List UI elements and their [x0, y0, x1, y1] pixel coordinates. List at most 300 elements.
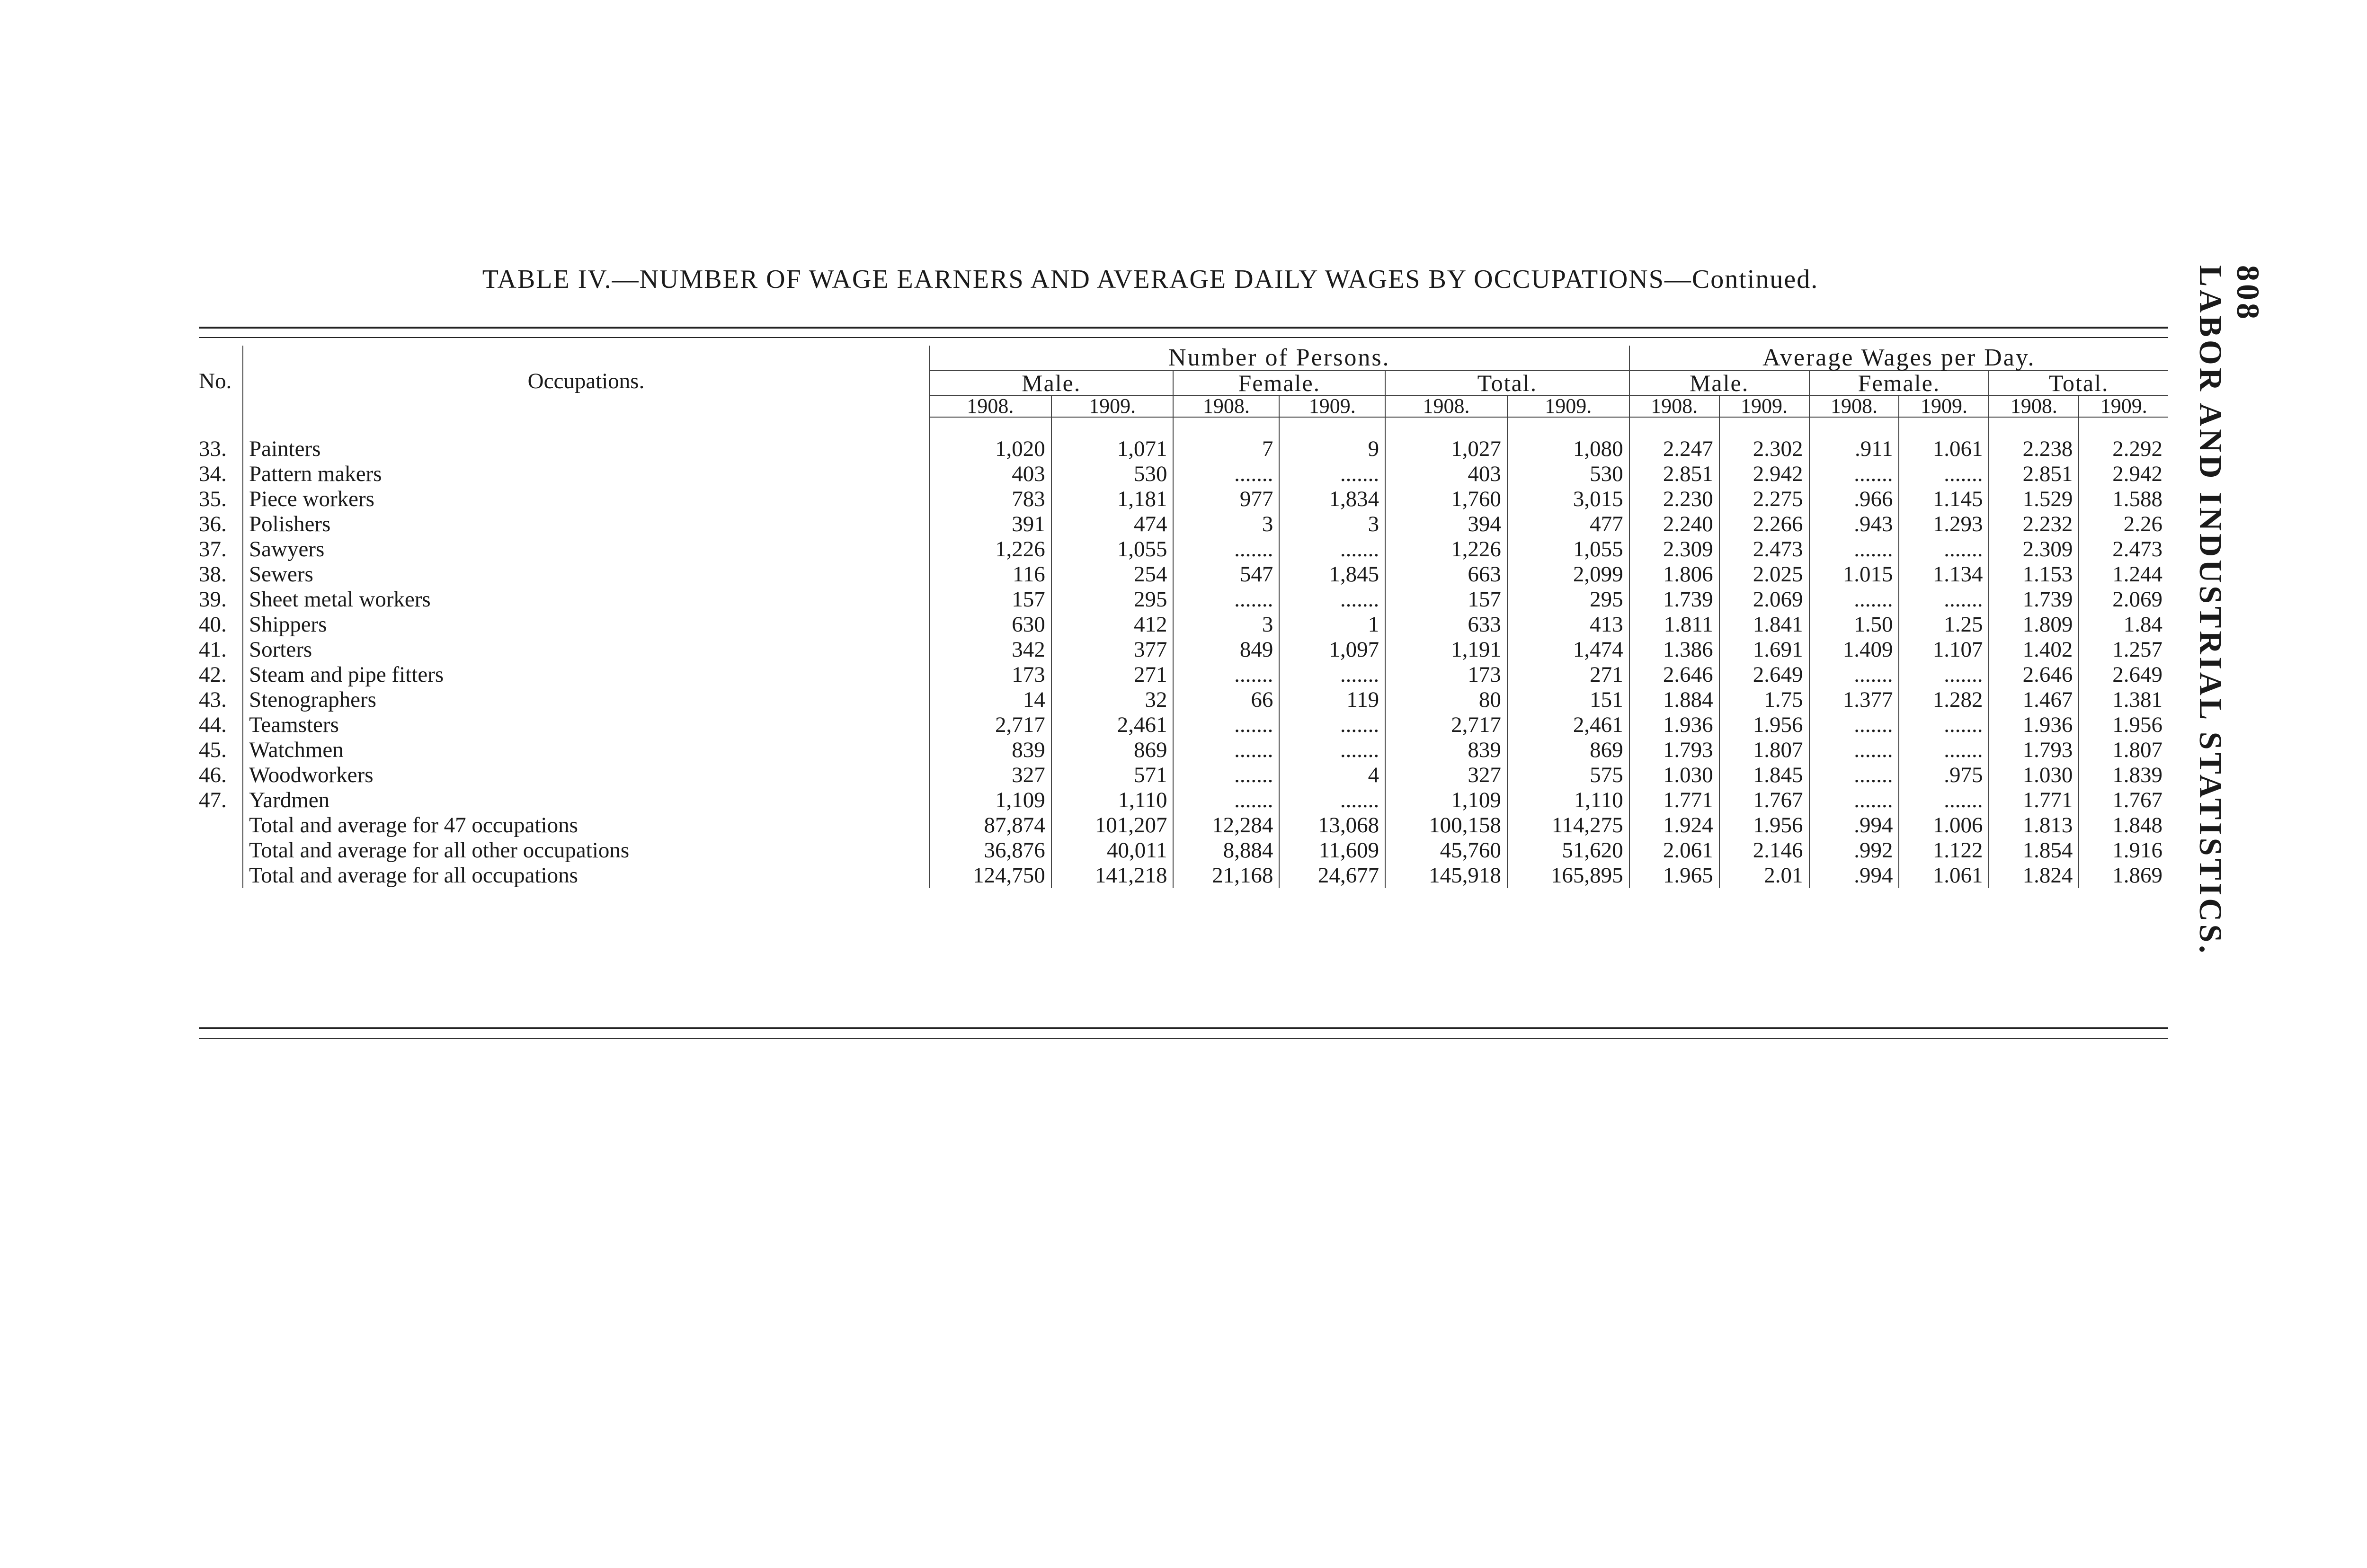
cell-aw-f08: ....... [1809, 713, 1899, 738]
row-number: 42. [189, 662, 243, 687]
cell-aw-m09: 1.956 [1719, 713, 1809, 738]
cell-np-t09: 151 [1507, 687, 1629, 713]
cell-aw-t09: 1.956 [2112, 713, 2162, 737]
cell-np-t09: 2,099 [1507, 562, 1629, 587]
cell-aw-m08: 1.924 [1629, 813, 1719, 838]
cell-np-t09: 530 [1507, 462, 1629, 487]
cell-np-f09: 13,068 [1279, 813, 1385, 838]
cell-np-m09: 295 [1051, 587, 1174, 612]
cell-aw-m08: 1.030 [1629, 763, 1719, 788]
table-row [189, 562, 2168, 587]
row-number: 34. [189, 462, 243, 487]
col-header-no: No. [189, 346, 243, 417]
cell-np-t08: 839 [1385, 738, 1507, 763]
occupation-name: Sawyers [243, 537, 929, 562]
cell-aw-m09: 1.807 [1719, 738, 1809, 763]
cell-np-t09: 413 [1507, 612, 1629, 637]
cell-np-t08: 1,191 [1385, 637, 1507, 662]
table-row [189, 587, 2168, 612]
cell-aw-m09: 1.767 [1719, 788, 1809, 813]
occupation-name: Teamsters [243, 713, 929, 738]
cell-np-f09: 24,677 [1279, 863, 1385, 888]
cell-np-f09: 11,609 [1279, 838, 1385, 863]
cell-np-f09: 1,097 [1279, 637, 1385, 662]
cell-aw-m09: 2.473 [1719, 537, 1809, 562]
cell-aw-t09: 1.244 [2112, 562, 2162, 587]
cell-np-f09: 1,834 [1279, 487, 1385, 512]
cell-np-m09: 2,461 [1051, 713, 1174, 738]
row-number: 44. [189, 713, 243, 738]
cell-np-f09: ....... [1279, 662, 1385, 687]
cell-aw-m09: 1.956 [1719, 813, 1809, 838]
cell-np-m08: 1,020 [929, 437, 1051, 462]
occupation-name: Sheet metal workers [243, 587, 929, 612]
cell-aw-t08: 1.467 [1989, 687, 2079, 713]
cell-np-t08: 327 [1385, 763, 1507, 788]
cell-np-f09: 3 [1279, 512, 1385, 537]
subheader-wages-male: Male. [1629, 371, 1809, 395]
cell-aw-t08: 1.030 [1989, 763, 2079, 788]
cell-aw-t09: 2.473 [2112, 537, 2162, 561]
cell-np-f09: 9 [1279, 437, 1385, 462]
cell-np-m09: 32 [1051, 687, 1174, 713]
cell-np-f09: ....... [1279, 462, 1385, 487]
cell-aw-f09: 1.107 [1899, 637, 1989, 662]
bottom-rule-inner [199, 1038, 2168, 1039]
cell-np-t09: 271 [1507, 662, 1629, 687]
occupation-name: Sorters [243, 637, 929, 662]
cell-np-f08: ....... [1173, 537, 1279, 562]
cell-aw-f09: ....... [1899, 587, 1989, 612]
cell-aw-m09: 2.649 [1719, 662, 1809, 687]
table-row [189, 487, 2168, 512]
cell-aw-m08: 1.739 [1629, 587, 1719, 612]
cell-np-m08: 403 [929, 462, 1051, 487]
cell-np-f09: ....... [1279, 537, 1385, 562]
cell-np-f08: ....... [1173, 763, 1279, 788]
table-row [189, 838, 2168, 863]
cell-np-f08: 3 [1173, 512, 1279, 537]
occupation-name: Yardmen [243, 788, 929, 813]
subheader-persons-female: Female. [1173, 371, 1385, 395]
table-row [189, 512, 2168, 537]
cell-np-m09: 530 [1051, 462, 1174, 487]
year-1908: 1908. [1629, 395, 1719, 417]
cell-np-t08: 1,027 [1385, 437, 1507, 462]
subheader-wages-female: Female. [1809, 371, 1989, 395]
cell-np-m08: 36,876 [929, 838, 1051, 863]
table-row [189, 863, 2168, 888]
cell-aw-t09: 2.069 [2112, 587, 2162, 612]
occupation-name: Steam and pipe fitters [243, 662, 929, 687]
cell-np-t09: 51,620 [1507, 838, 1629, 863]
cell-np-f08: ....... [1173, 738, 1279, 763]
cell-aw-f08: .994 [1809, 813, 1899, 838]
cell-aw-t08: 1.824 [1989, 863, 2079, 888]
cell-aw-t08: 2.309 [1989, 537, 2079, 562]
cell-aw-t09: 2.292 [2112, 437, 2162, 461]
cell-np-f08: ....... [1173, 662, 1279, 687]
cell-np-f09: 119 [1279, 687, 1385, 713]
year-1908: 1908. [1809, 395, 1899, 417]
cell-aw-m08: 1.884 [1629, 687, 1719, 713]
cell-np-t09: 869 [1507, 738, 1629, 763]
cell-aw-m08: 1.793 [1629, 738, 1719, 763]
cell-aw-m09: 2.266 [1719, 512, 1809, 537]
occupation-name: Piece workers [243, 487, 929, 512]
cell-aw-m08: 1.965 [1629, 863, 1719, 888]
cell-aw-f09: ....... [1899, 662, 1989, 687]
cell-np-t09: 477 [1507, 512, 1629, 537]
cell-np-m09: 869 [1051, 738, 1174, 763]
cell-np-m08: 783 [929, 487, 1051, 512]
cell-aw-t09: 1.916 [2112, 838, 2162, 863]
cell-aw-m08: 1.771 [1629, 788, 1719, 813]
cell-np-t08: 2,717 [1385, 713, 1507, 738]
cell-aw-t09: 1.869 [2112, 863, 2162, 888]
cell-np-m09: 571 [1051, 763, 1174, 788]
cell-np-t09: 295 [1507, 587, 1629, 612]
cell-aw-t09: 1.767 [2112, 788, 2162, 812]
table-row [189, 713, 2168, 738]
cell-aw-f08: .943 [1809, 512, 1899, 537]
cell-aw-m08: 1.936 [1629, 713, 1719, 738]
cell-np-m08: 342 [929, 637, 1051, 662]
cell-aw-m08: 2.240 [1629, 512, 1719, 537]
table-row [189, 537, 2168, 562]
cell-aw-f08: 1.409 [1809, 637, 1899, 662]
cell-aw-m08: 1.806 [1629, 562, 1719, 587]
cell-aw-t09: 1.807 [2112, 738, 2162, 762]
top-rule [199, 327, 2168, 329]
cell-aw-f08: 1.50 [1809, 612, 1899, 637]
cell-aw-f09: ....... [1899, 738, 1989, 763]
cell-np-m09: 254 [1051, 562, 1174, 587]
cell-aw-m08: 2.061 [1629, 838, 1719, 863]
cell-aw-t09: 2.26 [2123, 512, 2162, 536]
cell-np-m08: 391 [929, 512, 1051, 537]
cell-aw-f09: 1.25 [1899, 612, 1989, 637]
cell-np-m08: 2,717 [929, 713, 1051, 738]
cell-aw-t08: 1.402 [1989, 637, 2079, 662]
table-row [189, 437, 2168, 462]
cell-np-t09: 2,461 [1507, 713, 1629, 738]
cell-np-f08: ....... [1173, 788, 1279, 813]
cell-aw-f09: ....... [1899, 713, 1989, 738]
cell-np-f08: ....... [1173, 713, 1279, 738]
cell-aw-f09: ....... [1899, 537, 1989, 562]
cell-np-t08: 145,918 [1385, 863, 1507, 888]
side-header-text: LABOR AND INDUSTRIAL STATISTICS. [2193, 265, 2229, 956]
year-1909: 1909. [1051, 395, 1174, 417]
group-header-persons: Number of Persons. [929, 346, 1629, 371]
cell-np-m09: 141,218 [1051, 863, 1174, 888]
cell-np-f09: ....... [1279, 788, 1385, 813]
row-number: 43. [189, 687, 243, 713]
cell-np-f09: 1 [1279, 612, 1385, 637]
cell-aw-m08: 2.230 [1629, 487, 1719, 512]
cell-aw-t08: 1.854 [1989, 838, 2079, 863]
cell-aw-t08: 1.529 [1989, 487, 2079, 512]
row-number: 35. [189, 487, 243, 512]
cell-np-t08: 45,760 [1385, 838, 1507, 863]
cell-np-f08: 66 [1173, 687, 1279, 713]
cell-aw-m08: 1.811 [1629, 612, 1719, 637]
cell-np-t08: 1,760 [1385, 487, 1507, 512]
cell-aw-t09: 1.848 [2112, 813, 2162, 837]
cell-aw-m09: 2.942 [1719, 462, 1809, 487]
occupation-name: Watchmen [243, 738, 929, 763]
cell-np-t08: 157 [1385, 587, 1507, 612]
wage-table [189, 346, 2168, 888]
cell-aw-f08: 1.015 [1809, 562, 1899, 587]
cell-np-m09: 40,011 [1051, 838, 1174, 863]
table-row [189, 687, 2168, 713]
cell-aw-m09: 2.275 [1719, 487, 1809, 512]
row-number: 41. [189, 637, 243, 662]
cell-aw-t09: 1.588 [2112, 487, 2162, 511]
table-row [189, 612, 2168, 637]
cell-aw-f09: 1.006 [1899, 813, 1989, 838]
cell-np-m09: 101,207 [1051, 813, 1174, 838]
cell-aw-m09: 2.025 [1719, 562, 1809, 587]
cell-np-f09: ....... [1279, 713, 1385, 738]
cell-np-t09: 114,275 [1507, 813, 1629, 838]
cell-aw-t09: 1.381 [2112, 687, 2162, 712]
cell-np-f08: 8,884 [1173, 838, 1279, 863]
year-1909: 1909. [1899, 395, 1989, 417]
cell-np-t09: 165,895 [1507, 863, 1629, 888]
cell-np-t08: 100,158 [1385, 813, 1507, 838]
table-row [189, 662, 2168, 687]
cell-aw-t08: 1.809 [1989, 612, 2079, 637]
cell-np-t09: 1,080 [1507, 437, 1629, 462]
cell-aw-t09: 1.84 [2123, 612, 2162, 637]
cell-aw-f09: 1.134 [1899, 562, 1989, 587]
cell-aw-m08: 2.646 [1629, 662, 1719, 687]
cell-aw-m08: 2.851 [1629, 462, 1719, 487]
cell-np-f08: 21,168 [1173, 863, 1279, 888]
table-body [189, 437, 2168, 888]
year-1909: 1909. [1719, 395, 1809, 417]
cell-np-f08: ....... [1173, 462, 1279, 487]
cell-np-m08: 630 [929, 612, 1051, 637]
cell-np-t09: 1,055 [1507, 537, 1629, 562]
occupation-name: Total and average for all other occupations [243, 838, 929, 863]
subheader-persons-total: Total. [1385, 371, 1629, 395]
cell-np-m09: 271 [1051, 662, 1174, 687]
cell-np-t08: 394 [1385, 512, 1507, 537]
cell-aw-f09: 1.061 [1899, 863, 1989, 888]
cell-aw-m09: 2.069 [1719, 587, 1809, 612]
table-row [189, 637, 2168, 662]
year-1908: 1908. [1989, 395, 2079, 417]
cell-np-t09: 1,474 [1507, 637, 1629, 662]
cell-np-m09: 1,055 [1051, 537, 1174, 562]
table-row [189, 763, 2168, 788]
table-row [189, 813, 2168, 838]
row-number: 37. [189, 537, 243, 562]
cell-aw-f08: ....... [1809, 462, 1899, 487]
page-number: 808 [2230, 265, 2266, 322]
cell-aw-f08: 1.377 [1809, 687, 1899, 713]
cell-aw-t08: 2.238 [1989, 437, 2079, 462]
group-header-wages: Average Wages per Day. [1629, 346, 2168, 371]
occupation-name: Shippers [243, 612, 929, 637]
cell-np-m08: 124,750 [929, 863, 1051, 888]
cell-np-t08: 403 [1385, 462, 1507, 487]
running-header [2192, 265, 2267, 956]
cell-np-t09: 3,015 [1507, 487, 1629, 512]
row-number: 36. [189, 512, 243, 537]
cell-np-m09: 1,071 [1051, 437, 1174, 462]
cell-aw-t08: 1.153 [1989, 562, 2079, 587]
cell-aw-t09: 1.257 [2112, 637, 2162, 662]
cell-np-m08: 14 [929, 687, 1051, 713]
top-rule-inner [199, 337, 2168, 338]
cell-np-t09: 1,110 [1507, 788, 1629, 813]
cell-aw-m09: 1.845 [1719, 763, 1809, 788]
cell-aw-t08: 1.771 [1989, 788, 2079, 813]
cell-aw-m09: 1.841 [1719, 612, 1809, 637]
row-number: 45. [189, 738, 243, 763]
cell-np-m09: 412 [1051, 612, 1174, 637]
table-title: TABLE IV.—NUMBER OF WAGE EARNERS AND AVERAGE DAILY WAGES BY OCCUPATIONS—Continued. [482, 265, 1819, 294]
cell-np-f08: 547 [1173, 562, 1279, 587]
cell-np-t08: 633 [1385, 612, 1507, 637]
cell-np-t08: 1,226 [1385, 537, 1507, 562]
cell-aw-m09: 2.01 [1719, 863, 1809, 888]
cell-aw-t08: 1.793 [1989, 738, 2079, 763]
year-1908: 1908. [929, 395, 1051, 417]
year-1909: 1909. [1507, 395, 1629, 417]
occupation-name: Stenographers [243, 687, 929, 713]
cell-aw-t08: 1.813 [1989, 813, 2079, 838]
cell-aw-f08: .992 [1809, 838, 1899, 863]
cell-np-f09: ....... [1279, 587, 1385, 612]
cell-aw-t08: 1.936 [1989, 713, 2079, 738]
cell-aw-m09: 1.75 [1719, 687, 1809, 713]
cell-aw-t08: 1.739 [1989, 587, 2079, 612]
cell-np-m08: 327 [929, 763, 1051, 788]
row-number: 39. [189, 587, 243, 612]
cell-aw-f09: 1.122 [1899, 838, 1989, 863]
cell-aw-m09: 1.691 [1719, 637, 1809, 662]
occupation-name: Pattern makers [243, 462, 929, 487]
col-header-occupations: Occupations. [243, 346, 929, 417]
cell-np-m08: 1,226 [929, 537, 1051, 562]
cell-np-m08: 839 [929, 738, 1051, 763]
row-number [189, 838, 243, 863]
cell-aw-m08: 1.386 [1629, 637, 1719, 662]
cell-np-m08: 157 [929, 587, 1051, 612]
cell-aw-m09: 2.302 [1719, 437, 1809, 462]
cell-aw-t09: 2.649 [2112, 662, 2162, 687]
cell-np-f08: 7 [1173, 437, 1279, 462]
cell-np-m09: 1,110 [1051, 788, 1174, 813]
occupation-name: Polishers [243, 512, 929, 537]
cell-aw-f08: ....... [1809, 788, 1899, 813]
cell-np-m08: 87,874 [929, 813, 1051, 838]
cell-np-f08: 12,284 [1173, 813, 1279, 838]
cell-aw-f08: ....... [1809, 763, 1899, 788]
cell-aw-f09: 1.282 [1899, 687, 1989, 713]
cell-np-f08: 849 [1173, 637, 1279, 662]
cell-aw-f08: .911 [1809, 437, 1899, 462]
cell-aw-f09: 1.145 [1899, 487, 1989, 512]
cell-aw-t09: 1.839 [2112, 763, 2162, 787]
cell-np-f08: ....... [1173, 587, 1279, 612]
cell-aw-t08: 2.232 [1989, 512, 2079, 537]
occupation-name: Total and average for 47 occupations [243, 813, 929, 838]
year-1909: 1909. [1279, 395, 1385, 417]
cell-aw-f08: ....... [1809, 537, 1899, 562]
bottom-rule [199, 1027, 2168, 1029]
cell-np-t08: 173 [1385, 662, 1507, 687]
cell-aw-m08: 2.247 [1629, 437, 1719, 462]
row-number: 38. [189, 562, 243, 587]
cell-aw-m09: 2.146 [1719, 838, 1809, 863]
cell-np-f08: 3 [1173, 612, 1279, 637]
cell-aw-f09: 1.293 [1899, 512, 1989, 537]
table-row [189, 788, 2168, 813]
row-number [189, 813, 243, 838]
cell-aw-t08: 2.851 [1989, 462, 2079, 487]
cell-aw-f09: ....... [1899, 462, 1989, 487]
cell-np-f09: ....... [1279, 738, 1385, 763]
cell-aw-f09: 1.061 [1899, 437, 1989, 462]
cell-aw-t08: 2.646 [1989, 662, 2079, 687]
year-1908: 1908. [1173, 395, 1279, 417]
year-1909: 1909. [2079, 395, 2168, 417]
cell-np-t09: 575 [1507, 763, 1629, 788]
table-row [189, 738, 2168, 763]
cell-np-t08: 80 [1385, 687, 1507, 713]
row-number: 40. [189, 612, 243, 637]
cell-np-m08: 116 [929, 562, 1051, 587]
row-number: 33. [189, 437, 243, 462]
cell-aw-f09: ....... [1899, 788, 1989, 813]
subheader-persons-male: Male. [929, 371, 1173, 395]
cell-aw-f08: ....... [1809, 587, 1899, 612]
subheader-wages-total: Total. [1989, 371, 2168, 395]
cell-np-m08: 1,109 [929, 788, 1051, 813]
cell-aw-f08: .966 [1809, 487, 1899, 512]
occupation-name: Total and average for all occupations [243, 863, 929, 888]
occupation-name: Painters [243, 437, 929, 462]
cell-aw-f08: ....... [1809, 662, 1899, 687]
cell-aw-m08: 2.309 [1629, 537, 1719, 562]
cell-aw-f08: .994 [1809, 863, 1899, 888]
cell-np-t08: 1,109 [1385, 788, 1507, 813]
cell-np-t08: 663 [1385, 562, 1507, 587]
cell-np-m09: 377 [1051, 637, 1174, 662]
cell-np-f08: 977 [1173, 487, 1279, 512]
row-number [189, 863, 243, 888]
cell-aw-f08: ....... [1809, 738, 1899, 763]
cell-aw-t09: 2.942 [2112, 462, 2162, 486]
cell-aw-f09: .975 [1899, 763, 1989, 788]
occupation-name: Woodworkers [243, 763, 929, 788]
cell-np-f09: 1,845 [1279, 562, 1385, 587]
year-1908: 1908. [1385, 395, 1507, 417]
occupation-name: Sewers [243, 562, 929, 587]
cell-np-m09: 1,181 [1051, 487, 1174, 512]
cell-np-f09: 4 [1279, 763, 1385, 788]
cell-np-m08: 173 [929, 662, 1051, 687]
table-row [189, 462, 2168, 487]
row-number: 47. [189, 788, 243, 813]
